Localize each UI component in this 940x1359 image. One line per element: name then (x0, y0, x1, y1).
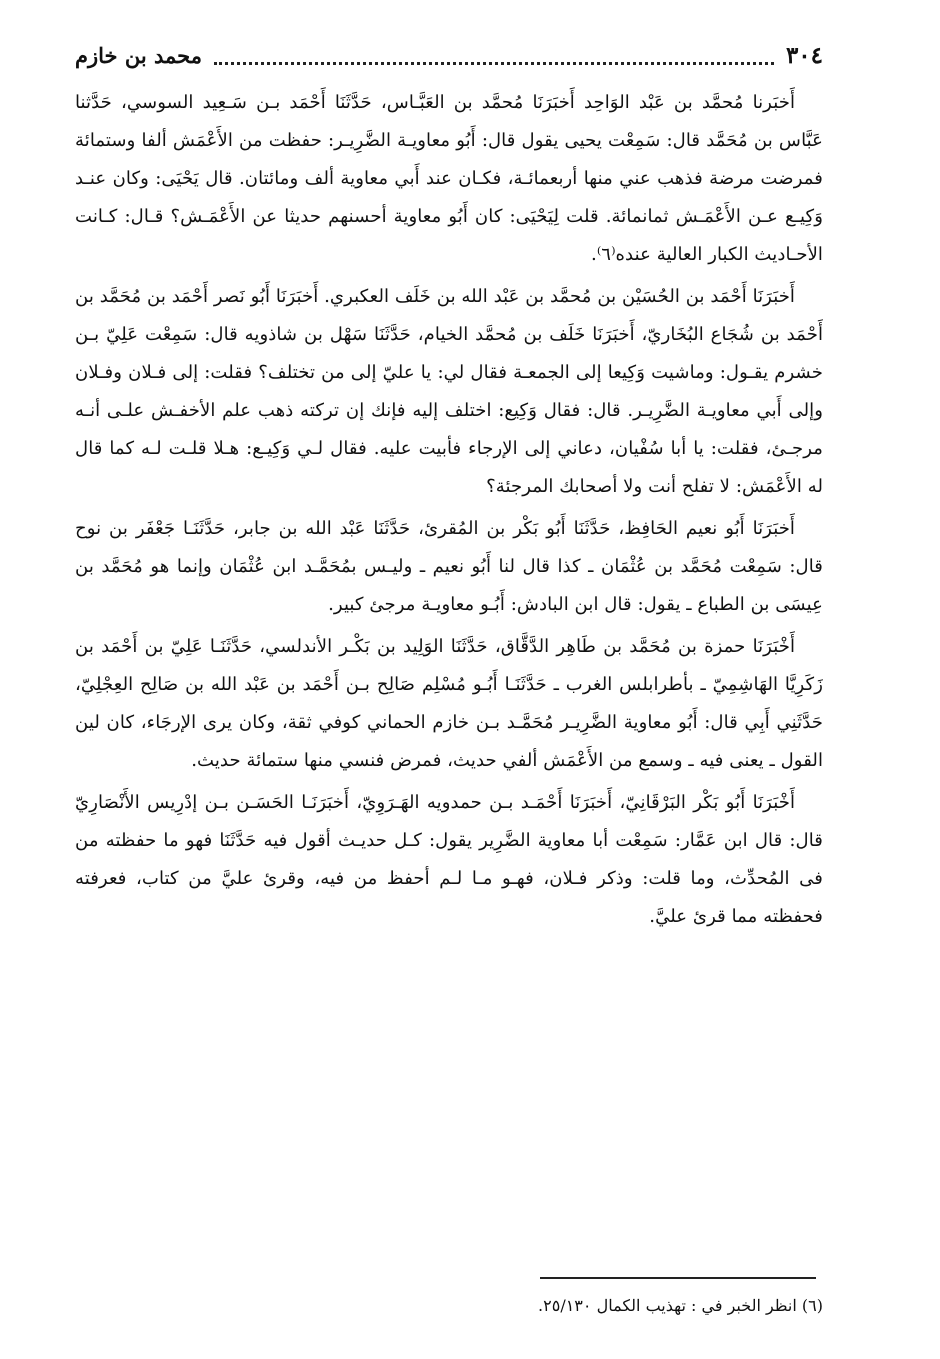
paragraph: أَخْبَرَنَا حمزة بن مُحَمَّد بن طَاهِر الدَّقَّاق، حَدَّثَنَا الوَلِيد بن بَكْـر الأندلسي، حَدَّثَنَـا عَلِيّ بن أَحْمَد بن زَكَرِيَّا الهَاشِمِيّ ـ بأطرابلس الغرب ـ حَدَّثَنَـا أَبُـو مُسْلِم صَالِح بـن أَحْمَد بن عَبْد الله بن صَالِح العِجْلِيّ، حَدَّثَنِي أَبِي قال: أَبُو معاوية الضَّرِيـر مُحَمَّـد بـن خازم الحماني كوفي ثقة، وكان يرى الإرجَاء، كان لين القول ـ يعنى فيه ـ وسمع من الأَعْمَش ألفي حديث، فمرض فنسي منها ستمائة حديث. (75, 636, 823, 771)
running-title: محمد بن خازم (75, 42, 202, 68)
paragraph: أَخبَرَنَا أَحْمَد بن الحُسَيْن بن مُحمَّد بن عَبْد الله بن خَلَف العكبري. أَخبَرَنَا أَبُو نَصر أَحْمَد بن مُحَمَّد بن أَحْمَد بن شُجَاع البُخَاريّ، أَخبَرَنَا خَلَف بن مُحمَّد الخيام، حَدَّثَنَا سَهْل بن شاذويه قال: سَمِعْت عَلِيّ بـن خشرم يقـول: وماشيت وَكِيعا إلى الجمعـة فقال لي: يا عليّ إلى من تختلف؟ فقلت: إلى فـلان وفـلان وإلى أَبي معاويـة الضَّرِيـر. قال: فقال وَكِيع: اختلف إليه فإنك إن تركته ذهب علم الأخفـش علـى أنـه مرجـئ، فقلت: يا أبا سُفْيان، دعاني إلى الإرجاء فأبيت عليه. فقال لـي وَكِيـع: هـلا قلـت لـه كما قال له الأَعْمَش: لا تفلح أنت ولا أصحابك المرجئة؟ (75, 286, 823, 497)
header-dotted-leader (214, 54, 774, 65)
paragraph: أَخْبَرَنَا أَبُو بَكْر البَرْقَانِيّ، أَخبَرَنَا أَحْمَـد بـن حمدويه الهَـرَوِيّ، أَخبَرَنَـا الحَسَـن بـن إدْرِيس الأَنْصَارِيّ قال: قال ابن عَمَّار: سَمِعْت أبا معاوية الضَّرِير يقول: كـل حديـث أقول فيه حَدَّثَنَا فهو ما حفظته من فى المُحدِّث، وما قلت: وذكر فـلان، فهـو مـا لـم أحفظ من فيه، وقرئ عليَّ من كتاب، فعرفته فحفظته مما قرئ عليَّ. (75, 792, 823, 927)
footnote-separator (540, 1277, 816, 1279)
page-number: ٣٠٤ (785, 41, 823, 69)
footnote: (٦) انظر الخبر في : تهذيب الكمال ٢٥/١٣٠. (538, 1296, 823, 1315)
paragraph: أَخبَرَنَا أَبُو نعيم الحَافِظ، حَدَّثَنَا أَبُو بَكْر بن المُقرئ، حَدَّثَنَا عَبْد الله بن جابر، حَدَّثَنَـا جَعْفَر بن نوح قال: سَمِعْت مُحَمَّد بن عُثْمَان ـ كذا قال لنا أَبُو نعيم ـ وليـس بمُحَمَّـد ابن عُثْمَان وإنما هو مُحَمَّد بن عِيسَى بن الطباع ـ يقول: قال ابن البادش: أَبُـو معاويـة مرجئ كبير. (75, 518, 823, 615)
running-header (75, 30, 823, 80)
main-text (75, 84, 823, 940)
paragraph: أَخبَرنا مُحمَّد بن عَبْد الوَاحِد أَخبَرَنَا مُحمَّد بن العَبَّـاس، حَدَّثَنَا أَحْمَد بـن سَـعِيد السوسي، حَدَّثنا عَبَّاس بن مُحَمَّد قال: سَمِعْت يحيى يقول قال: أَبُو معاويـة الضَّرِيـر: حفظت من الأَعْمَش ألفا وستمائة فمرضت مرضة فذهب عني منها أربعمائـة، فكـان عند أَبي معاوية ألف ومائتان. قال يَحْيَى: وكان عنـد وَكِيـع عـن الأَعْمَـش ثمانمائة. قلت لِيَحْيَى: كان أَبُو معاوية أحسنهم حديثا عن الأَعْمَـش؟ قـال: كـانت الأحـاديث الكبار العالية عنده⁽٦⁾. (75, 92, 823, 265)
